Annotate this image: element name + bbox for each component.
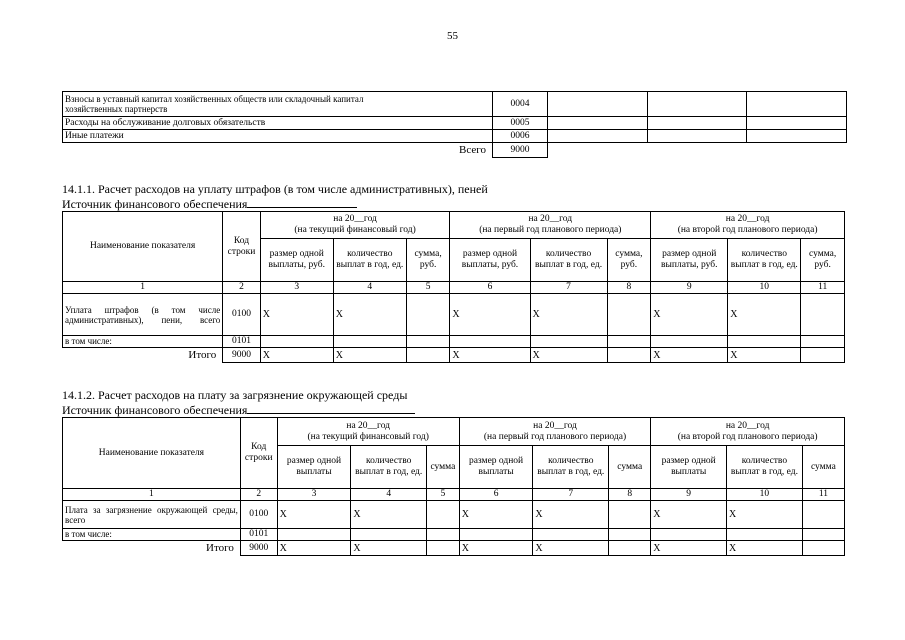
x-mark: X (727, 541, 803, 556)
col-number: 4 (333, 282, 406, 294)
x-mark: X (450, 294, 530, 336)
row-name: Плата за загрязнение окружающей среды, всего (63, 501, 241, 529)
row-name: Уплата штрафов (в том числе административных), пени, всего (63, 294, 223, 336)
subheader: количество выплат в год, ед. (533, 446, 609, 489)
col-number: 2 (223, 282, 261, 294)
page-number: 55 (447, 30, 458, 42)
col-number: 7 (530, 282, 607, 294)
x-mark: X (333, 294, 406, 336)
col-number: 5 (427, 489, 460, 501)
row-code: 0005 (493, 117, 548, 130)
pollution-table (62, 417, 845, 556)
row-code: 0006 (493, 130, 548, 143)
col-number: 11 (801, 282, 845, 294)
col-number: 3 (260, 282, 333, 294)
total-label: Итого (188, 348, 217, 361)
row-code: 0004 (493, 92, 548, 117)
year-header: на 20__год (на текущий финансовый год) (260, 212, 450, 239)
row-code: 9000 (493, 143, 548, 158)
row-code: 0100 (223, 294, 261, 336)
table-row (63, 541, 845, 556)
x-mark: X (728, 294, 801, 336)
row-name: Расходы на обслуживание долговых обязательств (63, 117, 493, 130)
subheader: количество выплат в год, ед. (333, 239, 406, 282)
row-code: 0100 (240, 501, 277, 529)
col-number: 3 (277, 489, 351, 501)
subheader: сумма (802, 446, 844, 489)
total-label: Всего (459, 143, 486, 156)
row-name: Взносы в уставный капитал хозяйственных обществ или складочный капитал хозяйственных партнерств (63, 92, 493, 117)
subheader: количество выплат в год, ед. (727, 446, 803, 489)
col-number: 9 (651, 282, 728, 294)
x-mark: X (533, 501, 609, 529)
col-number: 9 (651, 489, 727, 501)
table-row (63, 143, 847, 158)
table-row (63, 294, 845, 336)
col-number: 11 (802, 489, 844, 501)
col-number: 7 (533, 489, 609, 501)
row-name: в том числе: (63, 529, 241, 541)
subheader: сумма, руб. (801, 239, 845, 282)
source-label: Источник финансового обеспечения (62, 403, 415, 417)
row-name: Иные платежи (63, 130, 493, 143)
year-header: на 20__год (на второй год планового периода) (651, 418, 845, 446)
col-code-header: Код строки (223, 212, 261, 282)
x-mark: X (651, 501, 727, 529)
col-number: 6 (459, 489, 533, 501)
row-code: 9000 (223, 348, 261, 363)
table-row (63, 92, 847, 117)
year-header: на 20__год (на первый год планового периода) (450, 212, 651, 239)
x-mark: X (727, 501, 803, 529)
x-mark: X (351, 501, 427, 529)
col-number: 5 (406, 282, 450, 294)
subheader: сумма, руб. (406, 239, 450, 282)
section-title: 14.1.2. Расчет расходов на плату за загрязнение окружающей среды (62, 388, 408, 402)
table-row (63, 336, 845, 348)
x-mark: X (450, 348, 530, 363)
subheader: размер одной выплаты (651, 446, 727, 489)
x-mark: X (277, 541, 351, 556)
col-name-header: Наименование показателя (63, 418, 241, 489)
subheader: размер одной выплаты (277, 446, 351, 489)
subheader: размер одной выплаты, руб. (260, 239, 333, 282)
table-row (63, 529, 845, 541)
table-row (63, 117, 847, 130)
header-row (63, 418, 845, 446)
col-name-header: Наименование показателя (63, 212, 223, 282)
x-mark: X (728, 348, 801, 363)
col-number: 6 (450, 282, 530, 294)
col-number: 8 (607, 282, 651, 294)
col-number: 1 (63, 282, 223, 294)
col-number: 2 (240, 489, 277, 501)
x-mark: X (651, 541, 727, 556)
row-name: в том числе: (63, 336, 223, 348)
row-code: 0101 (223, 336, 261, 348)
table-row (63, 501, 845, 529)
x-mark: X (530, 348, 607, 363)
row-code: 0101 (240, 529, 277, 541)
x-mark: X (533, 541, 609, 556)
x-mark: X (651, 294, 728, 336)
col-number: 10 (727, 489, 803, 501)
col-code-header: Код строки (240, 418, 277, 489)
subheader: размер одной выплаты, руб. (450, 239, 530, 282)
source-label: Источник финансового обеспечения (62, 197, 357, 211)
x-mark: X (459, 501, 533, 529)
x-mark: X (260, 348, 333, 363)
x-mark: X (277, 501, 351, 529)
subheader: размер одной выплаты, руб. (651, 239, 728, 282)
year-header: на 20__год (на текущий финансовый год) (277, 418, 459, 446)
total-label: Итого (206, 541, 234, 554)
subheader: количество выплат в год, ед. (728, 239, 801, 282)
col-number-row (63, 282, 845, 294)
year-header: на 20__год (на второй год планового периода) (651, 212, 845, 239)
subheader: количество выплат в год, ед. (351, 446, 427, 489)
table-row (63, 130, 847, 143)
fines-table (62, 211, 845, 363)
year-header: на 20__год (на первый год планового периода) (459, 418, 651, 446)
x-mark: X (333, 348, 406, 363)
subheader: сумма (609, 446, 651, 489)
x-mark: X (351, 541, 427, 556)
header-row (63, 212, 845, 239)
x-mark: X (530, 294, 607, 336)
col-number: 1 (63, 489, 241, 501)
col-number: 10 (728, 282, 801, 294)
row-code: 9000 (240, 541, 277, 556)
subheader: размер одной выплаты (459, 446, 533, 489)
x-mark: X (260, 294, 333, 336)
subheader: сумма, руб. (607, 239, 651, 282)
subheader: количество выплат в год, ед. (530, 239, 607, 282)
x-mark: X (459, 541, 533, 556)
payments-table (62, 91, 847, 158)
subheader: сумма (427, 446, 460, 489)
col-number-row (63, 489, 845, 501)
col-number: 4 (351, 489, 427, 501)
section-title: 14.1.1. Расчет расходов на уплату штрафов (в том числе административных), пеней (62, 182, 488, 196)
col-number: 8 (609, 489, 651, 501)
x-mark: X (651, 348, 728, 363)
table-row (63, 348, 845, 363)
